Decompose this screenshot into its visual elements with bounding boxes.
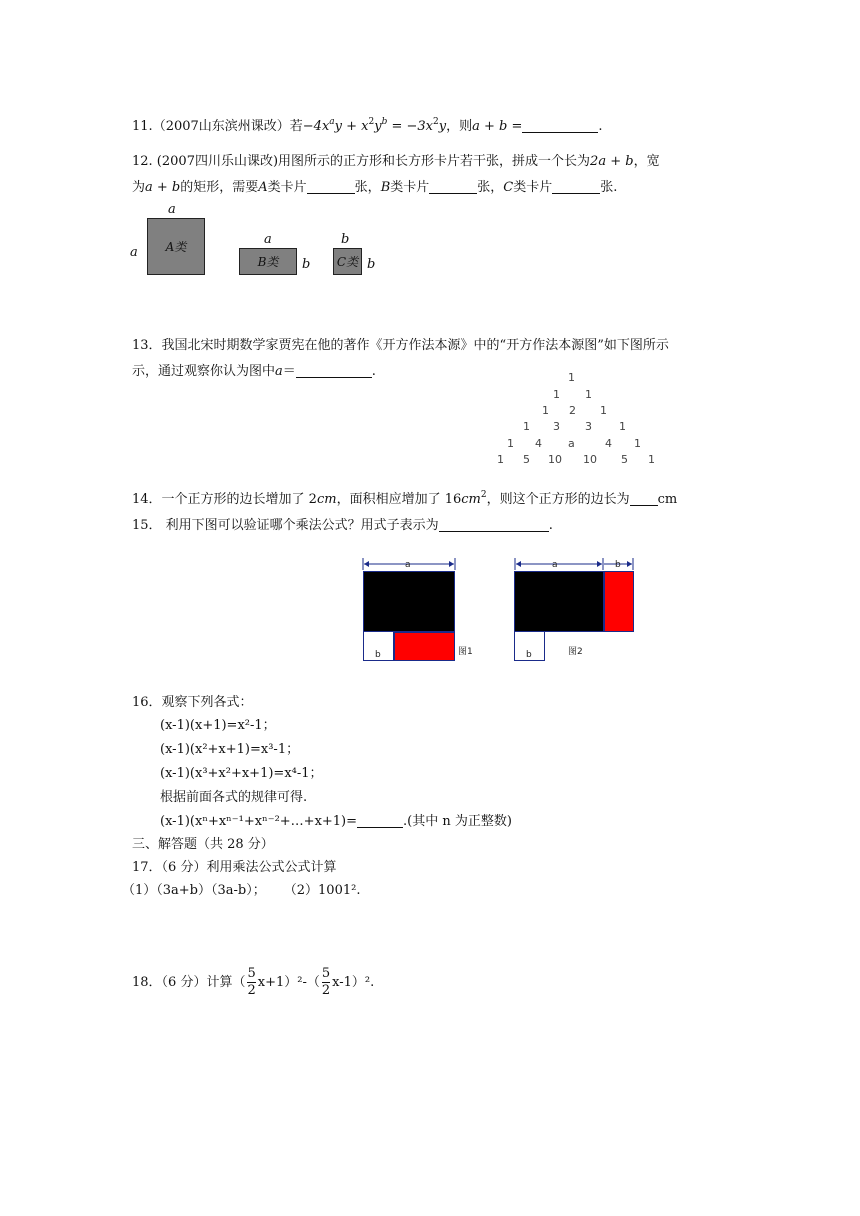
card-b-label: B类: [257, 255, 279, 269]
question-11: [132, 118, 603, 136]
fig2-black-rect: [514, 571, 604, 632]
q18-frac1: [247, 966, 255, 999]
q14-text-c: ，则这个正方形的边长为: [486, 492, 630, 507]
q12-card-a: 类卡片: [267, 180, 307, 195]
q17-part1: （1）（3a+b）（3a-b）；: [122, 883, 266, 898]
q15-end: .: [548, 518, 553, 533]
fig2-red-rect: [604, 571, 634, 632]
q16-line4: 根据前面各式的规律可得.: [160, 790, 308, 805]
fig1-red-rect: [394, 632, 455, 661]
card-b-right-label: b: [302, 257, 311, 272]
tri-r4-c4: 1: [634, 437, 641, 450]
card-b-rect: [239, 248, 297, 275]
q12-card-b: 类卡片: [390, 180, 430, 195]
tri-r5-c5: 1: [648, 453, 655, 466]
question-13-line2: [132, 363, 376, 381]
fig1-b-label: b: [375, 650, 381, 660]
q12-width: a + b: [145, 180, 181, 195]
fig1-black-square: [363, 571, 455, 632]
q11-source: （2007山东滨州课改）若: [152, 119, 303, 134]
q11-exp-2b: 2: [433, 117, 439, 127]
q16-line2: (x-1)(x²+x+1)=x³-1；: [160, 742, 300, 757]
q16-line5-a: (x-1)(xⁿ+xⁿ⁻¹+xⁿ⁻²+…+x+1)=: [160, 814, 358, 829]
q14-answer-blank[interactable]: [630, 491, 658, 506]
q11-formula-lhs: −4x: [302, 119, 330, 134]
q17-part2: （2）1001².: [283, 883, 361, 898]
tri-r5-c3: 10: [583, 453, 597, 466]
tri-r5-c1: 5: [523, 453, 530, 466]
tri-r5-c0: 1: [497, 453, 504, 466]
card-a-square: [147, 218, 205, 275]
q11-ask: a + b =: [472, 119, 523, 134]
fig1-a-label: a: [405, 560, 411, 570]
card-c-top-label: b: [341, 232, 350, 247]
q12-blank-b[interactable]: [429, 179, 477, 194]
q11-y2: y: [374, 119, 382, 134]
q16-answer-blank[interactable]: [357, 813, 403, 828]
q12-C: C: [503, 180, 514, 195]
q14-unit3: cm: [657, 492, 678, 507]
q17-parts: [122, 882, 360, 900]
q11-y3: y: [438, 119, 447, 134]
q18-num1: 5: [247, 966, 256, 981]
fig2-a-label: a: [552, 560, 558, 570]
question-12-line2: [132, 179, 617, 197]
tri-r2-c2: 1: [600, 404, 607, 417]
question-12-line1: [132, 153, 660, 171]
q14-exp: 2: [480, 490, 487, 500]
q13-line1: 13．我国北宋时期数学家贾宪在他的著作《开方作法本源》中的“开方作法本源图”如下图所示: [132, 338, 669, 353]
section-3-heading: 三、解答题（共 28 分）: [132, 837, 274, 852]
q12-line1-b: ，宽: [633, 154, 660, 169]
fig2-caption: 图2: [568, 647, 583, 657]
card-c-label: C类: [336, 255, 359, 269]
tri-r5-c4: 5: [621, 453, 628, 466]
q12-length: 2a + b: [590, 154, 634, 169]
tri-r4-c3: 4: [605, 437, 612, 450]
tri-r1-c0: 1: [553, 388, 560, 401]
card-b-top-label: a: [264, 232, 272, 247]
q15-answer-blank[interactable]: [439, 517, 549, 532]
q16-line5-b: .(其中 n 为正整数): [403, 814, 512, 829]
q12-line2-a: 为: [132, 180, 146, 195]
q18-den2: 2: [321, 983, 331, 998]
q16-title: 16．观察下列各式：: [132, 695, 253, 710]
q11-end: .: [598, 119, 603, 134]
q12-blank-a[interactable]: [307, 179, 355, 194]
q11-number: 11.: [132, 119, 153, 134]
fig2-b-top-label: b: [615, 560, 621, 570]
q12-line2-b: 的矩形，需要: [180, 180, 259, 195]
question-18: [132, 963, 374, 1003]
card-c-square: [333, 248, 362, 275]
q12-blank-c[interactable]: [552, 179, 600, 194]
q14-unit2: cm: [461, 492, 481, 507]
q12-card-c: 类卡片: [513, 180, 553, 195]
tri-r4-c0: 1: [507, 437, 514, 450]
tri-r3-c0: 1: [523, 420, 530, 433]
tri-r3-c1: 3: [553, 420, 560, 433]
card-a-top-label: a: [168, 202, 176, 217]
question-13-line1: [132, 337, 669, 355]
tri-r3-c3: 1: [619, 420, 626, 433]
q12-B: B: [380, 180, 391, 195]
card-c-right-label: b: [367, 257, 376, 272]
q11-y1: y + x: [334, 119, 369, 134]
tri-r4-c2: a: [568, 437, 575, 450]
q12-A: A: [258, 180, 268, 195]
q16-line5: [160, 813, 512, 831]
q17-title: 17．（6 分）利用乘法公式公式计算: [132, 860, 337, 875]
question-15: [132, 517, 553, 535]
tri-r2-c0: 1: [542, 404, 549, 417]
q15-text: 15． 利用下图可以验证哪个乘法公式？用式子表示为: [132, 518, 439, 533]
q13-line2-a: 示，通过观察你认为图中: [132, 364, 276, 379]
tri-r5-c2: 10: [548, 453, 562, 466]
q14-unit1: cm: [316, 492, 337, 507]
card-a-label: A类: [165, 240, 187, 254]
q18-num2: 5: [321, 966, 331, 981]
q14-text-a: 14．一个正方形的边长增加了 2: [132, 492, 317, 507]
q16-line3: (x-1)(x³+x²+x+1)=x⁴-1；: [160, 766, 323, 781]
q14-text-b: ，面积相应增加了 16: [336, 492, 462, 507]
tri-r1-c1: 1: [585, 388, 592, 401]
q18-a: 18．（6 分）计算（: [132, 975, 246, 990]
card-a-left-label: a: [130, 245, 138, 260]
q11-then: ，则: [446, 119, 473, 134]
q16-line1: (x-1)(x+1)=x²-1；: [160, 718, 276, 733]
tri-r3-c2: 3: [585, 420, 592, 433]
q13-line2-b: ＝: [282, 364, 296, 379]
question-14: [132, 491, 677, 509]
q13-answer-blank[interactable]: [296, 363, 372, 378]
fig1-caption: 图1: [458, 647, 473, 657]
q13-var: a: [275, 364, 283, 379]
q11-answer-blank[interactable]: [522, 118, 598, 133]
q12-sep2: 张，: [477, 180, 504, 195]
q11-exp-2a: 2: [368, 117, 375, 127]
q13-end: .: [371, 364, 376, 379]
fig2-b-label: b: [526, 650, 532, 660]
tri-r4-c1: 4: [535, 437, 542, 450]
q12-sep1: 张，: [354, 180, 381, 195]
q12-sep3: 张.: [600, 180, 618, 195]
tri-r2-c1: 2: [569, 404, 576, 417]
q18-den1: 2: [247, 983, 256, 998]
q18-b: x+1）²-（: [257, 975, 320, 990]
q11-exp-a: a: [329, 117, 335, 127]
q11-formula-rhs: = −3x: [387, 119, 434, 134]
q18-c: x-1）².: [332, 975, 375, 990]
q11-exp-b: b: [381, 117, 388, 127]
q12-line1-a: 12. (2007四川乐山课改)用图所示的正方形和长方形卡片若干张，拼成一个长为: [132, 154, 591, 169]
q18-frac2: [322, 966, 330, 999]
tri-r0-c0: 1: [568, 371, 575, 384]
